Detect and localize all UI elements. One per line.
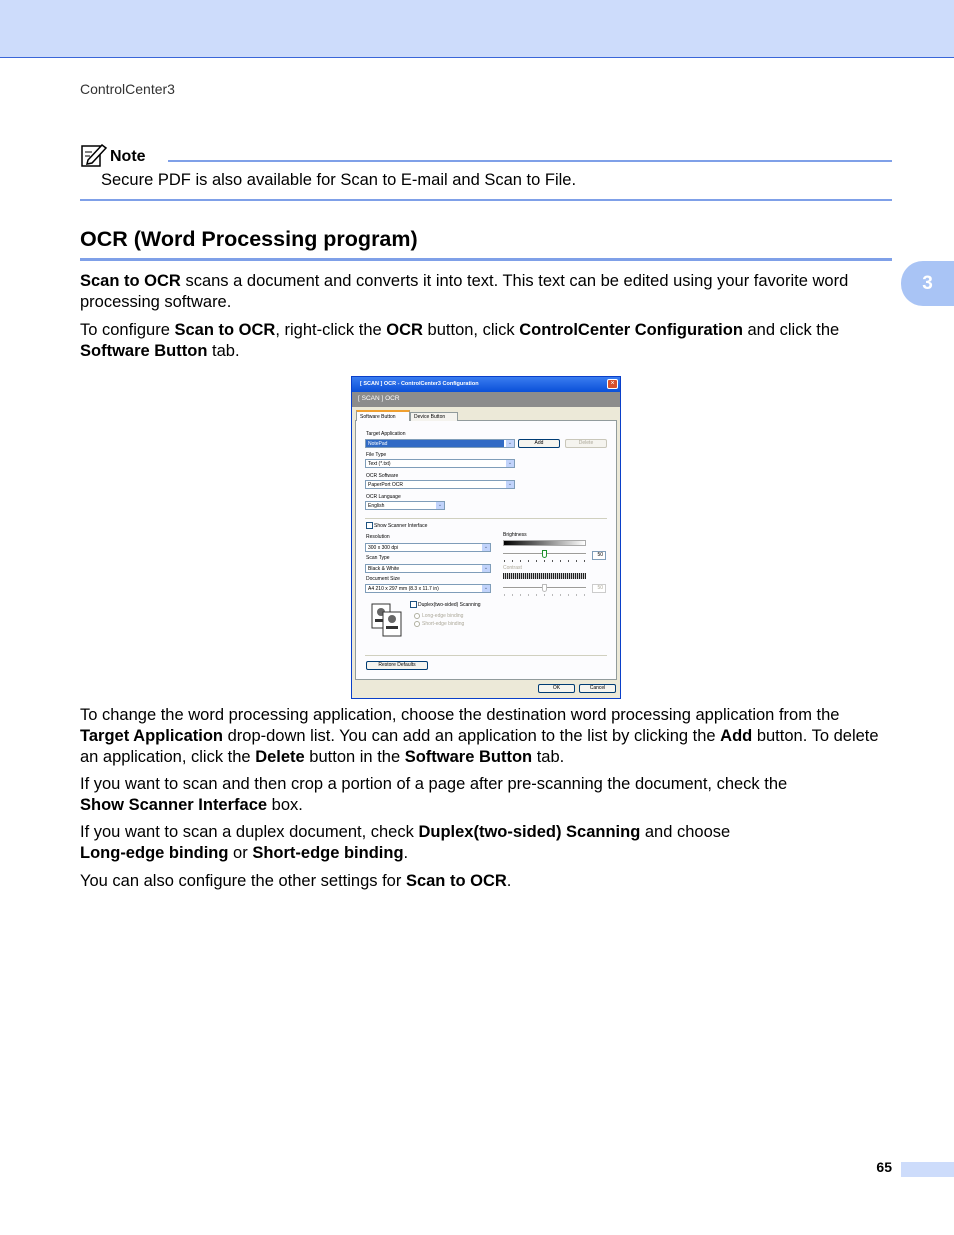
heading-underline xyxy=(80,258,892,261)
resolution-select[interactable]: 300 x 300 dpi ⌄ xyxy=(365,543,491,552)
target-application-label: Target Application xyxy=(366,431,406,437)
page-number: 65 xyxy=(876,1159,892,1175)
paragraph-configure: To configure Scan to OCR, right-click the OCR button, click ControlCenter Configuration and click the Software Button tab. xyxy=(80,321,840,360)
file-type-label: File Type xyxy=(366,452,387,458)
scan-type-select[interactable]: Black & White ⌄ xyxy=(365,564,491,573)
show-scanner-interface-checkbox[interactable] xyxy=(366,522,373,529)
ocr-language-label: OCR Language xyxy=(366,494,401,500)
chapter-tab: 3 xyxy=(901,261,954,306)
contrast-label: Contrast xyxy=(503,565,522,571)
brightness-ticks xyxy=(504,560,586,562)
brightness-gradient xyxy=(503,540,586,546)
restore-defaults-button[interactable]: Restore Defaults xyxy=(366,661,428,670)
note-divider xyxy=(168,160,892,162)
resolution-label: Resolution xyxy=(366,534,390,540)
brightness-value[interactable]: 50 xyxy=(592,551,606,560)
note-pencil-icon xyxy=(80,142,108,168)
long-edge-binding-radio[interactable] xyxy=(414,613,420,619)
contrast-slider-thumb[interactable] xyxy=(542,584,547,592)
note-title: Note xyxy=(110,148,146,165)
chevron-down-icon: ⌄ xyxy=(437,502,443,508)
close-icon[interactable]: × xyxy=(607,379,618,389)
paragraph-scanner-interface: If you want to scan and then crop a portion of a page after pre-scanning the document, check the Show Scanner Interface box. xyxy=(80,775,788,814)
note-text: Secure PDF is also available for Scan to E-mail and Scan to File. xyxy=(101,171,577,189)
dialog-title-bar: [ SCAN ] OCR - ControlCenter3 Configuration xyxy=(352,377,620,392)
brightness-slider-thumb[interactable] xyxy=(542,550,547,558)
chevron-down-icon: ⌄ xyxy=(507,440,513,446)
add-button[interactable]: Add xyxy=(518,439,560,448)
separator xyxy=(365,518,607,519)
cancel-button[interactable]: Cancel xyxy=(579,684,616,693)
tab-device-button[interactable]: Device Button xyxy=(410,412,458,421)
show-scanner-interface-label: Show Scanner Interface xyxy=(374,523,428,529)
running-header: ControlCenter3 xyxy=(80,81,175,97)
paragraph-change-app: To change the word processing application, choose the destination word processing application from the Target Application drop-down list. You can add an application to the list by clicking the Add button. To delete an application, click the Delete button in the Software Button tab. xyxy=(80,706,879,766)
contrast-ticks xyxy=(504,594,586,596)
document-size-label: Document Size xyxy=(366,576,400,582)
file-type-select[interactable]: Text (*.txt) ⌄ xyxy=(365,459,515,468)
scan-type-label: Scan Type xyxy=(366,555,390,561)
section-heading: OCR (Word Processing program) xyxy=(80,227,418,251)
chevron-down-icon: ⌄ xyxy=(483,565,489,571)
chevron-down-icon: ⌄ xyxy=(483,544,489,550)
brightness-label: Brightness xyxy=(503,532,527,538)
duplex-scanning-checkbox[interactable] xyxy=(410,601,417,608)
document-size-select[interactable]: A4 210 x 297 mm (8.3 x 11.7 in) ⌄ xyxy=(365,584,491,593)
note-bottom-divider xyxy=(80,199,892,201)
chevron-down-icon: ⌄ xyxy=(507,481,513,487)
target-application-select[interactable]: NotePad ⌄ xyxy=(365,439,515,448)
chevron-down-icon: ⌄ xyxy=(483,585,489,591)
contrast-pattern xyxy=(503,573,586,579)
paragraph-other-settings: You can also configure the other settings for Scan to OCR. xyxy=(80,872,512,890)
separator xyxy=(365,655,607,656)
tab-software-button[interactable]: Software Button xyxy=(356,410,410,421)
contrast-value[interactable]: 50 xyxy=(592,584,606,593)
ocr-software-select[interactable]: PaperPort OCR ⌄ xyxy=(365,480,515,489)
paragraph-intro: Scan to OCR scans a document and converts it into text. This text can be edited using your favorite word processing software. xyxy=(80,272,849,311)
paragraph-duplex: If you want to scan a duplex document, check Duplex(two-sided) Scanning and choose Long-edge binding or Short-edge binding. xyxy=(80,823,731,862)
top-band xyxy=(0,0,954,58)
chevron-down-icon: ⌄ xyxy=(507,460,513,466)
ocr-software-label: OCR Software xyxy=(366,473,399,479)
dialog-header: [ SCAN ] OCR xyxy=(352,392,620,407)
duplex-scanning-label: Duplex(two-sided) Scanning xyxy=(418,602,481,608)
ocr-language-select[interactable]: English ⌄ xyxy=(365,501,445,510)
ok-button[interactable]: OK xyxy=(538,684,575,693)
short-edge-binding-label: Short-edge binding xyxy=(422,621,465,627)
long-edge-binding-label: Long-edge binding xyxy=(422,613,464,619)
page-number-bar xyxy=(901,1162,954,1177)
delete-button[interactable]: Delete xyxy=(565,439,607,448)
short-edge-binding-radio[interactable] xyxy=(414,621,420,627)
configuration-dialog xyxy=(351,376,621,699)
duplex-document-icon xyxy=(371,603,403,637)
